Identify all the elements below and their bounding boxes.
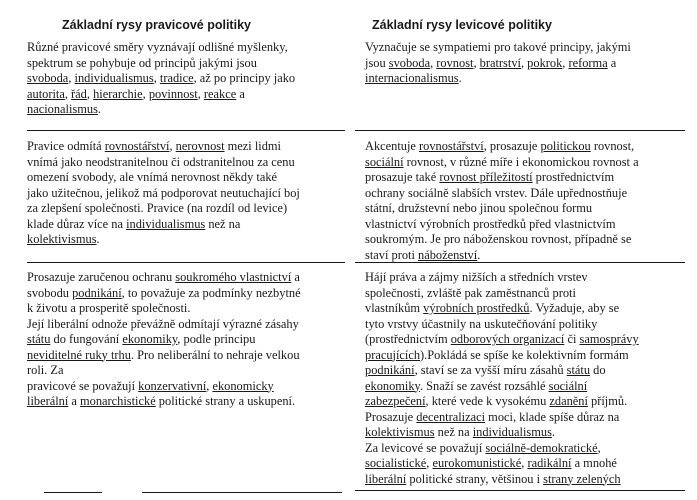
text-segment: do <box>590 363 606 377</box>
underlined-term: decentralizaci <box>416 409 486 424</box>
underlined-term: autorita <box>27 86 65 101</box>
text-segment: , <box>426 456 433 470</box>
underlined-term: zabezpečení <box>365 394 426 408</box>
text-line <box>27 71 327 87</box>
underlined-term: sociálně-demokratické <box>485 440 598 455</box>
text-segment: , které vede k vysokému <box>425 394 550 408</box>
text-segment: mezi lidmi <box>224 139 281 153</box>
underlined-term: svoboda <box>388 55 431 70</box>
underlined-term: reakce <box>203 86 237 101</box>
text-segment: . Pro neliberální to nehraje velkou <box>130 347 300 362</box>
text-segment: rovnost, v různé míře i ekonomickou rovnost a <box>403 154 639 169</box>
underlined-term: rovnost příležitostí <box>439 170 533 184</box>
text-line <box>365 71 670 87</box>
underlined-term: reforma <box>568 55 608 70</box>
right-wing-economy-paragraph <box>27 270 327 410</box>
text-segment: , <box>597 440 601 455</box>
underlined-term: politickou <box>540 139 591 153</box>
text-segment: Pravice odmítá <box>27 139 105 153</box>
text-line <box>27 394 327 410</box>
text-segment: omezení svobody, ale vnímá nerovnost někdy také <box>27 170 278 184</box>
text-segment: prosazuje také <box>365 170 440 184</box>
text-line <box>365 170 670 186</box>
text-segment: politické strany, většinou i <box>406 471 544 486</box>
text-segment: roli. Za <box>27 363 64 377</box>
text-line <box>365 201 670 217</box>
text-segment: , <box>68 71 75 85</box>
text-segment: , <box>142 86 149 101</box>
underlined-term: liberální <box>27 394 69 408</box>
text-segment: prostřednictvím <box>532 170 615 184</box>
text-segment: svobodu <box>27 285 73 300</box>
text-segment: politické strany a uskupení. <box>155 394 296 408</box>
underlined-term: svoboda <box>27 71 69 85</box>
text-segment: soukromým. Je pro náboženskou rovnost, případně se <box>365 232 632 246</box>
left-column-heading: Základní rysy pravicové politiky <box>62 18 251 32</box>
text-segment: . Vyžaduje, aby se <box>529 301 620 315</box>
underlined-term: soukromého vlastnictví <box>175 270 292 284</box>
text-segment: staví proti <box>365 247 418 262</box>
row-divider-1-left <box>27 130 345 131</box>
underlined-term: strany zelených <box>543 471 621 486</box>
right-wing-principles-paragraph <box>27 40 327 118</box>
underlined-term: individualismus <box>74 71 154 85</box>
text-segment: vlastnictví výrobních prostředků před vlastnictvím <box>365 216 616 231</box>
bottom-rule-middle <box>142 492 342 493</box>
underlined-term: hierarchie <box>93 86 143 101</box>
text-line <box>27 186 327 202</box>
text-segment: . <box>97 102 101 116</box>
underlined-term: státu <box>27 332 51 346</box>
text-line <box>27 170 327 186</box>
underlined-term: nerovnost <box>175 139 225 153</box>
text-segment: než na <box>205 216 241 231</box>
underlined-term: individualismus <box>472 425 552 439</box>
text-segment: příjmů. <box>587 394 628 408</box>
underlined-term: eurokomunistické <box>432 456 522 470</box>
text-segment: , <box>521 456 528 470</box>
text-line <box>365 472 670 488</box>
text-line <box>27 301 327 317</box>
text-segment: Prosazuje <box>365 409 417 424</box>
text-segment: jako užitečnou, jelikož má podporovat neutuchající boj <box>27 185 300 200</box>
text-segment: . <box>477 247 481 262</box>
text-segment: , <box>562 55 569 70</box>
underlined-term: ekonomiky <box>365 378 420 393</box>
text-segment: , <box>153 71 160 85</box>
text-line <box>365 332 670 348</box>
text-segment: , <box>520 55 528 70</box>
bottom-rule-left <box>44 492 102 493</box>
text-line <box>365 379 670 395</box>
text-line <box>365 410 670 426</box>
text-segment: klade důraz více na <box>27 216 127 231</box>
text-line <box>27 201 327 217</box>
text-line <box>365 363 670 379</box>
right-column-heading: Základní rysy levicové politiky <box>372 18 552 32</box>
text-line <box>365 217 670 233</box>
text-line <box>27 217 327 233</box>
text-line <box>27 87 327 103</box>
text-segment: , podle principu <box>177 332 256 346</box>
underlined-term: ekonomicky <box>212 378 274 393</box>
underlined-term: sociální <box>365 154 404 169</box>
text-line <box>27 348 327 364</box>
text-segment: , <box>197 86 204 101</box>
underlined-term: podnikání <box>365 363 415 377</box>
text-segment: , <box>64 86 72 101</box>
text-line <box>365 425 670 441</box>
text-segment: za zlepšení společnosti. Pravice (na rozdíl od levice) <box>27 201 288 215</box>
text-segment: , <box>430 55 437 70</box>
text-segment: do fungování <box>50 332 123 346</box>
row-divider-1-right <box>355 130 685 131</box>
text-segment: (prostřednictvím <box>365 332 451 346</box>
underlined-term: nacionalismus <box>27 102 98 116</box>
text-segment: Různé pravicové směry vyznávají odlišné myšlenky, <box>27 40 288 54</box>
underlined-term: ekonomiky <box>122 332 178 346</box>
underlined-term: pracujících <box>365 347 421 362</box>
text-line <box>365 186 670 202</box>
text-segment: ochrany sociálně slabších vrstev. Dále upřednostňuje <box>365 185 628 200</box>
text-line <box>365 270 670 286</box>
text-segment: moci, klade spíše důraz na <box>485 409 620 424</box>
right-wing-inequality-paragraph <box>27 139 327 248</box>
text-segment: . <box>96 232 100 246</box>
underlined-term: neviditelné ruky trhu <box>27 347 131 362</box>
text-segment: , <box>169 139 176 153</box>
underlined-term: rovnostářství <box>104 139 170 153</box>
text-line <box>27 286 327 302</box>
text-line <box>365 317 670 333</box>
underlined-term: pokrok <box>527 55 563 70</box>
underlined-term: podnikání <box>72 285 122 300</box>
text-segment: . Snaží se zavést rozsáhlé <box>419 378 549 393</box>
text-line <box>365 348 670 364</box>
text-line <box>365 40 670 56</box>
text-segment: a mnohé <box>571 456 617 470</box>
text-segment: ).Pokládá se spíše ke kolektivním formám <box>420 347 629 362</box>
text-line <box>365 441 670 457</box>
text-segment: a <box>291 270 300 284</box>
text-line <box>27 332 327 348</box>
left-wing-equality-paragraph <box>365 139 670 263</box>
text-segment: a <box>236 86 245 101</box>
text-segment: , staví se za vyšší míru zásahů <box>414 363 567 377</box>
text-line <box>27 102 327 118</box>
text-line <box>365 248 670 264</box>
text-segment: Hájí práva a zájmy nižších a středních vrstev <box>365 270 588 284</box>
underlined-term: socialistické <box>365 456 427 470</box>
text-segment: a <box>68 394 80 408</box>
underlined-term: monarchistické <box>80 394 156 408</box>
left-wing-economy-paragraph <box>365 270 670 487</box>
text-segment: státní, družstevní nebo jinou společnou formu <box>365 201 593 215</box>
text-line <box>27 56 327 72</box>
text-line <box>365 456 670 472</box>
text-segment: , to považuje za podmínky nezbytné <box>121 285 301 300</box>
text-line <box>365 286 670 302</box>
text-segment: jsou <box>365 55 389 70</box>
text-segment: Za levicové se považují <box>365 440 486 455</box>
text-segment: či <box>564 332 580 346</box>
text-segment: Akcentuje <box>365 139 420 153</box>
underlined-term: náboženství <box>418 247 478 262</box>
text-line <box>365 155 670 171</box>
underlined-term: sociální <box>548 378 588 393</box>
text-segment: společnosti, zvláště pak zaměstnanců proti <box>365 285 576 300</box>
text-segment: vnímá jako neodstranitelnou či odstranitelnou za cenu <box>27 154 295 169</box>
text-segment: . <box>551 425 555 439</box>
underlined-term: internacionalismus <box>365 71 459 85</box>
underlined-term: tradice <box>159 71 194 85</box>
underlined-term: výrobních prostředků <box>423 301 530 315</box>
underlined-term: kolektivismus <box>365 425 435 439</box>
underlined-term: zdanění <box>549 394 588 408</box>
text-segment: Prosazuje zaručenou ochranu <box>27 270 176 284</box>
underlined-term: rovnostářství <box>419 139 484 153</box>
text-segment: tyto vrstvy účastnily na uskutečňování politiky <box>365 316 598 331</box>
bottom-rule-right <box>355 490 685 491</box>
text-line <box>365 301 670 317</box>
text-line <box>27 363 327 379</box>
text-segment: , <box>86 86 94 101</box>
underlined-term: kolektivismus <box>27 232 97 246</box>
underlined-term: liberální <box>365 471 407 486</box>
text-line <box>365 56 670 72</box>
text-segment: vlastníkům <box>365 301 424 315</box>
text-segment: , až po principy jako <box>193 71 296 85</box>
text-line <box>27 139 327 155</box>
text-line <box>27 379 327 395</box>
text-segment: rovnost, <box>590 139 635 153</box>
text-line <box>365 232 670 248</box>
row-divider-2-left <box>27 262 345 263</box>
text-segment: Její liberální odnože převážně odmítají výrazné zásahy <box>27 316 299 331</box>
text-segment: , <box>473 55 480 70</box>
text-line <box>27 40 327 56</box>
underlined-term: individualismus <box>126 216 206 231</box>
text-segment: . <box>458 71 462 85</box>
text-line <box>27 270 327 286</box>
text-segment: Vyznačuje se sympatiemi pro takové principy, jakými <box>365 40 631 54</box>
text-segment: a <box>607 55 617 70</box>
underlined-term: povinnost <box>148 86 198 101</box>
text-segment: , prosazuje <box>483 139 541 153</box>
underlined-term: samosprávy <box>579 332 639 346</box>
text-line <box>27 155 327 171</box>
text-line <box>365 394 670 410</box>
underlined-term: konzervativní <box>138 378 207 393</box>
text-line <box>27 232 327 248</box>
text-segment: spektrum se pohybuje od principů jakými jsou <box>27 55 257 70</box>
underlined-term: řád <box>71 86 87 101</box>
underlined-term: odborových organizací <box>450 332 565 346</box>
underlined-term: radikální <box>527 456 572 470</box>
underlined-term: rovnost <box>436 55 474 70</box>
underlined-term: bratrství <box>479 55 521 70</box>
text-segment: pravicové se považují <box>27 378 139 393</box>
underlined-term: státu <box>566 363 591 377</box>
left-wing-principles-paragraph <box>365 40 670 87</box>
text-line <box>27 317 327 333</box>
text-segment: k životu a prosperitě společnosti. <box>27 301 191 315</box>
text-segment: než na <box>434 425 473 439</box>
text-line <box>365 139 670 155</box>
text-segment: , <box>206 378 213 393</box>
